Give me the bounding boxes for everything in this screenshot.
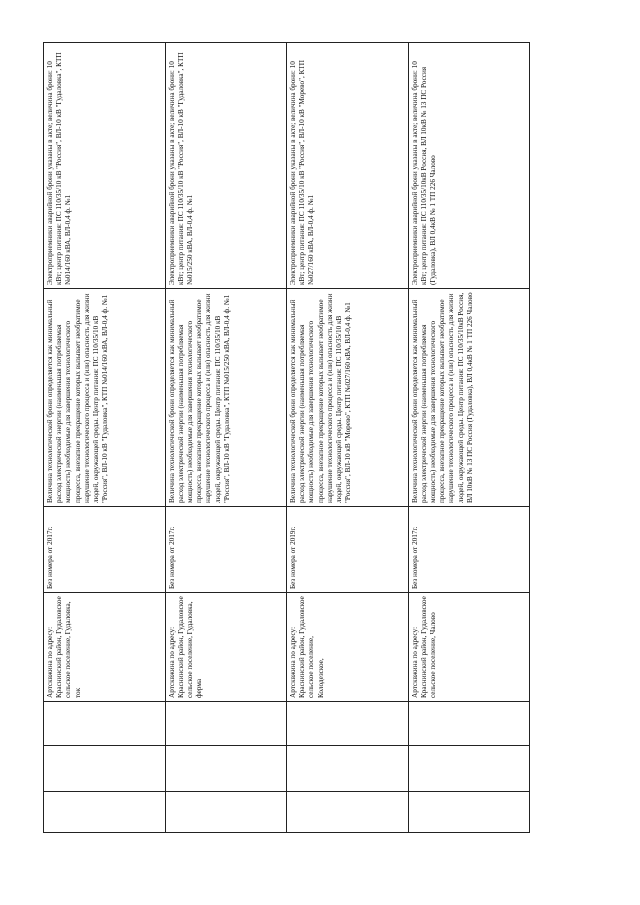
address-cell: Артсквжина по адресу: Краснинский район, Гудаловское сельское поселение, Гудаловка, ток	[44, 593, 166, 702]
reservation-table	[43, 42, 530, 833]
blank-cell	[165, 702, 287, 833]
number-cell: Без номера от 2017г.	[165, 507, 287, 593]
table-row	[44, 43, 166, 833]
reason-cell: Величина технологической брони определяется как минимальный расход электрической энергии (наименьшая потребляемая мощность) необходимые для завершения технологического процесса, внезапное прекращение которых вызывает необратимое нарушение технологического процесса и (или) опасность для жизни людей, окружающей среды. Центр питания: ПС 110/35/10 кВ "Россия", ВЛ-10 кВ "Гудаловка", КТП №014/160 кВА, ВЛ-0,4 ф. №1	[44, 289, 166, 507]
table-row	[408, 43, 530, 833]
number-cell: Без номера от 2019г.	[287, 507, 409, 593]
address-cell: Артсквжина по адресу: Краснинский район, Гудаловское сельское поселение, Гудаловка, ферма	[165, 593, 287, 702]
blank-cell	[287, 702, 409, 833]
reason-cell: Величина технологической брони определяется как минимальный расход электрической энергии (наименьшая потребляемая мощность) необходимые для завершения технологического процесса, внезапное прекращение которых вызывает необратимое нарушение технологического процесса и (или) опасность для жизни людей, окружающей среды. Центр питания: ПС 110/35/10 кВ "Россия", ВЛ-10 кВ "Гудаловка", КТП №015/250 кВА, ВЛ-0,4 ф. №1	[165, 289, 287, 507]
table-row	[165, 43, 287, 833]
address-cell: Артсквжина по адресу: Краснинский район, Гудаловское сельское поселение, Колодезское,	[287, 593, 409, 702]
number-cell: Без номера от 2017г.	[44, 507, 166, 593]
number-cell: Без номера от 2017г.	[408, 507, 530, 593]
emergency-cell: Электроприемники аварийной брони указаны в акте; величина брони: 10 кВт; центр питания: ПС 110/35/10кВ Россия, ВЛ 10кВ № 13 ПС Россия (Гудаловка), ВЛ 0,4кВ № 1 ТП 226 Чалово	[408, 43, 530, 289]
blank-cell	[44, 702, 166, 833]
address-cell: Артсквжина по адресу: Краснинский район, Гудаловское сельское поселение, Чалово	[408, 593, 530, 702]
emergency-cell: Электроприемники аварийной брони указаны в акте; величина брони: 10 кВт; центр питания: ПС 110/35/10 кВ "Россия", ВЛ-10 кВ "Гудаловка", КТП №015/250 кВА, ВЛ-0,4 ф. №1	[165, 43, 287, 289]
reason-cell: Величина технологической брони определяется как минимальный расход электрической энергии (наименьшая потребляемая мощность) необходимые для завершения технологического процесса, внезапное прекращение которых вызывает необратимое нарушение технологического процесса и (или) опасность для жизни людей, окружающей среды. Центр питания: ПС 110/35/10 кВ "Россия", ВЛ-10 кВ "Морево", КТП №027/160 кВА, ВЛ-0,4 ф. №1	[287, 289, 409, 507]
table-row	[287, 43, 409, 833]
emergency-cell: Электроприемники аварийной брони указаны в акте; величина брони: 10 кВт; центр питания: ПС 110/35/10 кВ "Россия", ВЛ-10 кВ "Гудаловка", КТП №014/160 кВА, ВЛ-0,4 ф. №1	[44, 43, 166, 289]
emergency-cell: Электроприемники аварийной брони указаны в акте; величина брони: 10 кВт; центр питания: ПС 110/35/10 кВ "Россия", ВЛ-10 кВ "Морево", КТП №027/160 кВА, ВЛ-0,4 ф. №1	[287, 43, 409, 289]
blank-cell	[408, 702, 530, 833]
reason-cell: Величина технологической брони определяется как минимальный расход электрической энергии (наименьшая потребляемая мощность) необходимые для завершения технологического процесса, внезапное прекращение которых вызывает необратимое нарушение технологического процесса и (или) опасность для жизни людей, окружающей среды. Центр питания: ПС 110/35/10кВ Россия, ВЛ 10кВ № 13 ПС Россия (Гудаловка), ВЛ 0,4кВ № 1 ТП 226 Чалово	[408, 289, 530, 507]
